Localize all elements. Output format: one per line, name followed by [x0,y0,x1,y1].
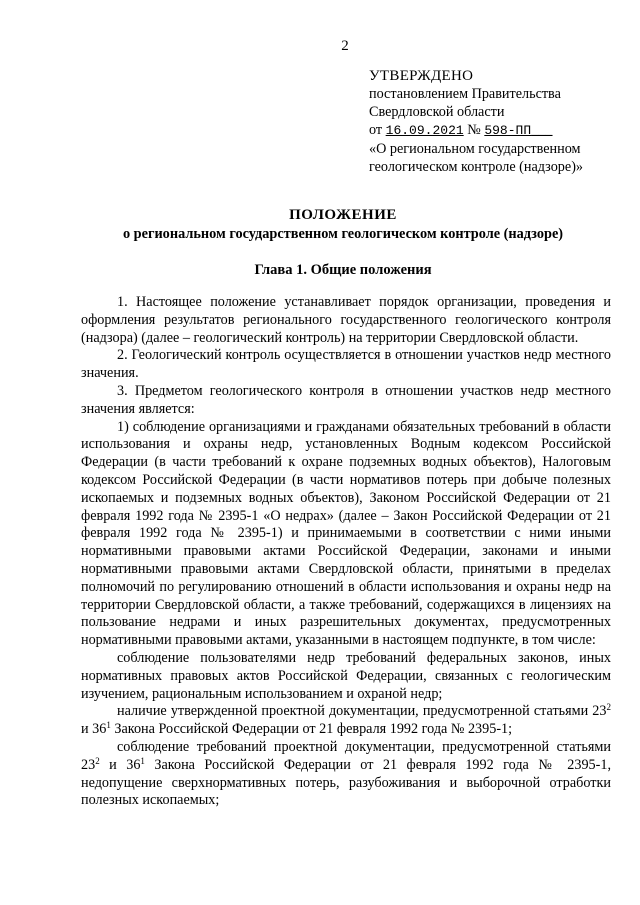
document-title-block [78,207,608,243]
document-title: ПОЛОЖЕНИЕ [289,207,397,223]
paragraph-7 [81,739,611,810]
number-prefix: № [467,122,481,138]
p6-superscript-1: 2 [606,702,611,713]
p6-text-end: Закона Российской Федерации от 21 февраля 1992 года № 2395-1; [110,721,513,738]
approval-block [369,67,619,176]
approval-line-2: Свердловской области [369,104,505,120]
p7-text-end: Закона Российской Федерации от 21 февраля 1992 года № 2395-1, недопущение сверхнормативных потерь, разубоживания и выборочной отработки полезных ископаемых; [81,756,611,809]
approval-date: 16.09.2021 [385,123,464,138]
document-subtitle: о региональном государственном геологическом контроле (надзоре) [122,226,564,242]
paragraph-1: 1. Настоящее положение устанавливает порядок организации, проведения и оформления результатов регионального государственного геологического контроля (надзора) (далее – геологический контроль) на территории Свердловской области. [81,294,611,346]
p6-text-mid: и 36 [81,721,107,738]
paragraph-5: соблюдение пользователями недр требований федеральных законов, иных нормативных правовых актов Российской Федерации, связанных с геологическим изучением, рациональным использованием и охраной недр; [81,649,611,702]
paragraph-6 [81,703,611,739]
p7-superscript-1: 2 [95,755,100,766]
document-body [81,294,611,810]
p7-text-start: соблюдение требований проектной документации, предусмотренной статьями 23 [81,738,611,773]
paragraph-3: 3. Предметом геологического контроля в отношении участков недр местного значения является: [81,382,611,417]
p7-text-mid: и 36 [99,756,141,773]
date-prefix: от [369,122,383,138]
p6-text-start: наличие утвержденной проектной документации, предусмотренной статьями 23 [117,703,607,720]
paragraph-4: 1) соблюдение организациями и гражданами обязательных требований в области использования и охраны недр, установленных Водным кодексом Российской Федерации (в части требований к охране подземных водных объектов), Налоговым кодексом Российской Федерации (в части нормативов потерь при добыче полезных ископаемых и подземных водных объектов), Законом Российской Федерации от 21 февраля 1992 года № 2395-1 «О недрах» (далее – Закон Российской Федерации от 21 февраля 1992 года № 2395-1) и принимаемыми в соответствии с ними иными нормативными правовыми актами Российской Федерации, законами и иными нормативными правовыми актами Свердловской области, принятыми в пределах полномочий по регулированию отношений в области использования и охраны недр на территории Свердловской области, а также требований, содержащихся в лицензиях на пользование недрами и иных разрешительных документах, предусмотренных нормативными правовыми актами, указанными в настоящем подпункте, в том числе: [81,418,611,649]
chapter-heading: Глава 1. Общие положения [254,262,432,278]
approval-line-1: постановлением Правительства [369,86,561,102]
p6-superscript-2: 1 [106,720,111,731]
approval-title: «О региональном государственном геологическом контроле (надзоре)» [369,141,584,175]
page-number: 2 [341,38,349,54]
paragraph-2: 2. Геологический контроль осуществляется в отношении участков недр местного значения. [81,347,611,382]
p7-superscript-2: 1 [140,755,145,766]
approval-heading: УТВЕРЖДЕНО [369,68,474,84]
approval-date-line [369,121,619,140]
approval-number: 598-ПП [484,123,532,138]
approval-number-fill: ___ [531,122,553,138]
